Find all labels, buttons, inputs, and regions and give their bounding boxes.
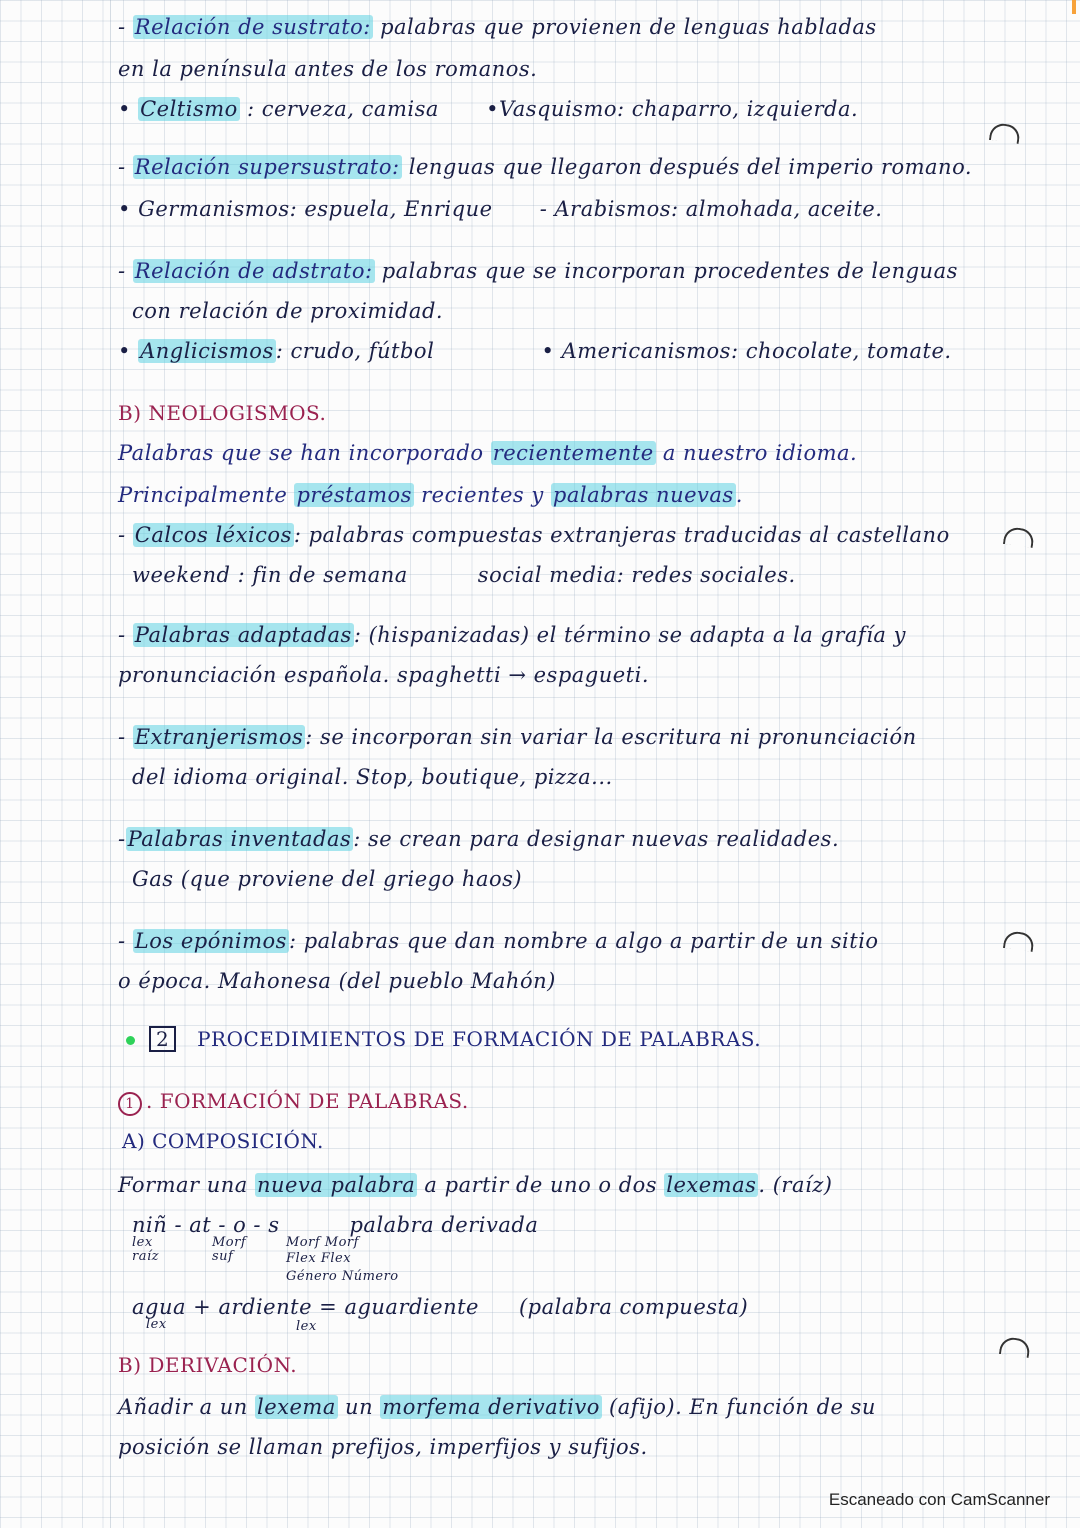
- line-morphology-example: niñ - at - o - s palabra derivada: [132, 1213, 539, 1237]
- morph-label-morf2: Morf Morf: [286, 1235, 359, 1250]
- heading-composicion: A) COMPOSICIÓN.: [122, 1129, 324, 1153]
- line-adaptadas: - Palabras adaptadas: (hispanizadas) el término se adapta a la grafía y: [118, 623, 906, 647]
- morph-label-suf: suf: [212, 1249, 234, 1264]
- line-adstrato: - Relación de adstrato: palabras que se incorporan procedentes de lenguas: [118, 259, 958, 283]
- line-neo-def2: Principalmente préstamos recientes y palabras nuevas.: [118, 483, 743, 507]
- morph-label-genero: Género Número: [286, 1269, 399, 1284]
- morph-label-morf: Morf: [212, 1235, 247, 1250]
- page-edge-mark: [1072, 0, 1076, 14]
- clip-icon: [1003, 526, 1035, 548]
- line-calcos-examples: weekend : fin de semana social media: redes sociales.: [132, 563, 796, 587]
- line-calcos: - Calcos léxicos: palabras compuestas extranjeras traducidas al castellano: [118, 523, 950, 547]
- morph-label-raiz: raíz: [132, 1249, 159, 1264]
- line-derivacion-def1: Añadir a un lexema un morfema derivativo (afijo). En función de su: [118, 1395, 876, 1419]
- line-adstrato-cont: con relación de proximidad.: [132, 299, 444, 323]
- line-composicion-def: Formar una nueva palabra a partir de uno o dos lexemas. (raíz): [118, 1173, 833, 1197]
- morph-label-flex: Flex Flex: [286, 1251, 352, 1266]
- line-adaptadas-cont: pronunciación española. spaghetti → espagueti.: [118, 663, 650, 687]
- camscanner-watermark: Escaneado con CamScanner: [828, 1490, 1050, 1509]
- margin-line: [110, 0, 111, 1528]
- line-germanismos: • Germanismos: espuela, Enrique - Arabismos: almohada, aceite.: [118, 197, 883, 221]
- circled-number-icon: 1: [118, 1092, 142, 1116]
- line-neo-def1: Palabras que se han incorporado recientemente a nuestro idioma.: [118, 441, 858, 465]
- line-derivacion-def2: posición se llaman prefijos, imperfijos y sufijos.: [118, 1435, 648, 1459]
- line-extranjerismos-cont: del idioma original. Stop, boutique, pizza...: [132, 765, 613, 789]
- line-superstrato: - Relación supersustrato: lenguas que llegaron después del imperio romano.: [118, 155, 973, 179]
- morph-label-lex: lex: [132, 1235, 153, 1250]
- bullet-dot-icon: [126, 1036, 135, 1045]
- lex-label-1: lex: [146, 1317, 167, 1332]
- line-celtismo: • Celtismo : cerveza, camisa •Vasquismo: chaparro, izquierda.: [118, 97, 859, 121]
- lex-label-2: lex: [296, 1319, 317, 1334]
- line-eponimos-cont: o época. Mahonesa (del pueblo Mahón): [118, 969, 556, 993]
- heading-formacion: 1 . FORMACIÓN DE PALABRAS.: [118, 1088, 469, 1116]
- line-anglicismos: • Anglicismos: crudo, fútbol • Americanismos: chocolate, tomate.: [118, 339, 952, 363]
- line-extranjerismos: - Extranjerismos: se incorporan sin variar la escritura ni pronunciación: [118, 725, 917, 749]
- section-2-heading: 2 PROCEDIMIENTOS DE FORMACIÓN DE PALABRAS.: [126, 1026, 761, 1052]
- line-compuesta-example: agua + ardiente = aguardiente (palabra compuesta): [132, 1295, 749, 1319]
- line-inventadas: -Palabras inventadas: se crean para designar nuevas realidades.: [118, 827, 840, 851]
- clip-icon: [1003, 930, 1035, 952]
- heading-derivacion: B) DERIVACIÓN.: [118, 1353, 298, 1377]
- line-eponimos: - Los epónimos: palabras que dan nombre a algo a partir de un sitio: [118, 929, 879, 953]
- line-substrato-heading: - Relación de sustrato: palabras que provienen de lenguas habladas: [118, 15, 877, 39]
- line-substrato-cont: en la península antes de los romanos.: [118, 57, 538, 81]
- clip-icon: [999, 1336, 1031, 1358]
- heading-neologismos: B) NEOLOGISMOS.: [118, 401, 327, 425]
- clip-icon: [989, 122, 1021, 144]
- line-inventadas-cont: Gas (que proviene del griego haos): [132, 867, 523, 891]
